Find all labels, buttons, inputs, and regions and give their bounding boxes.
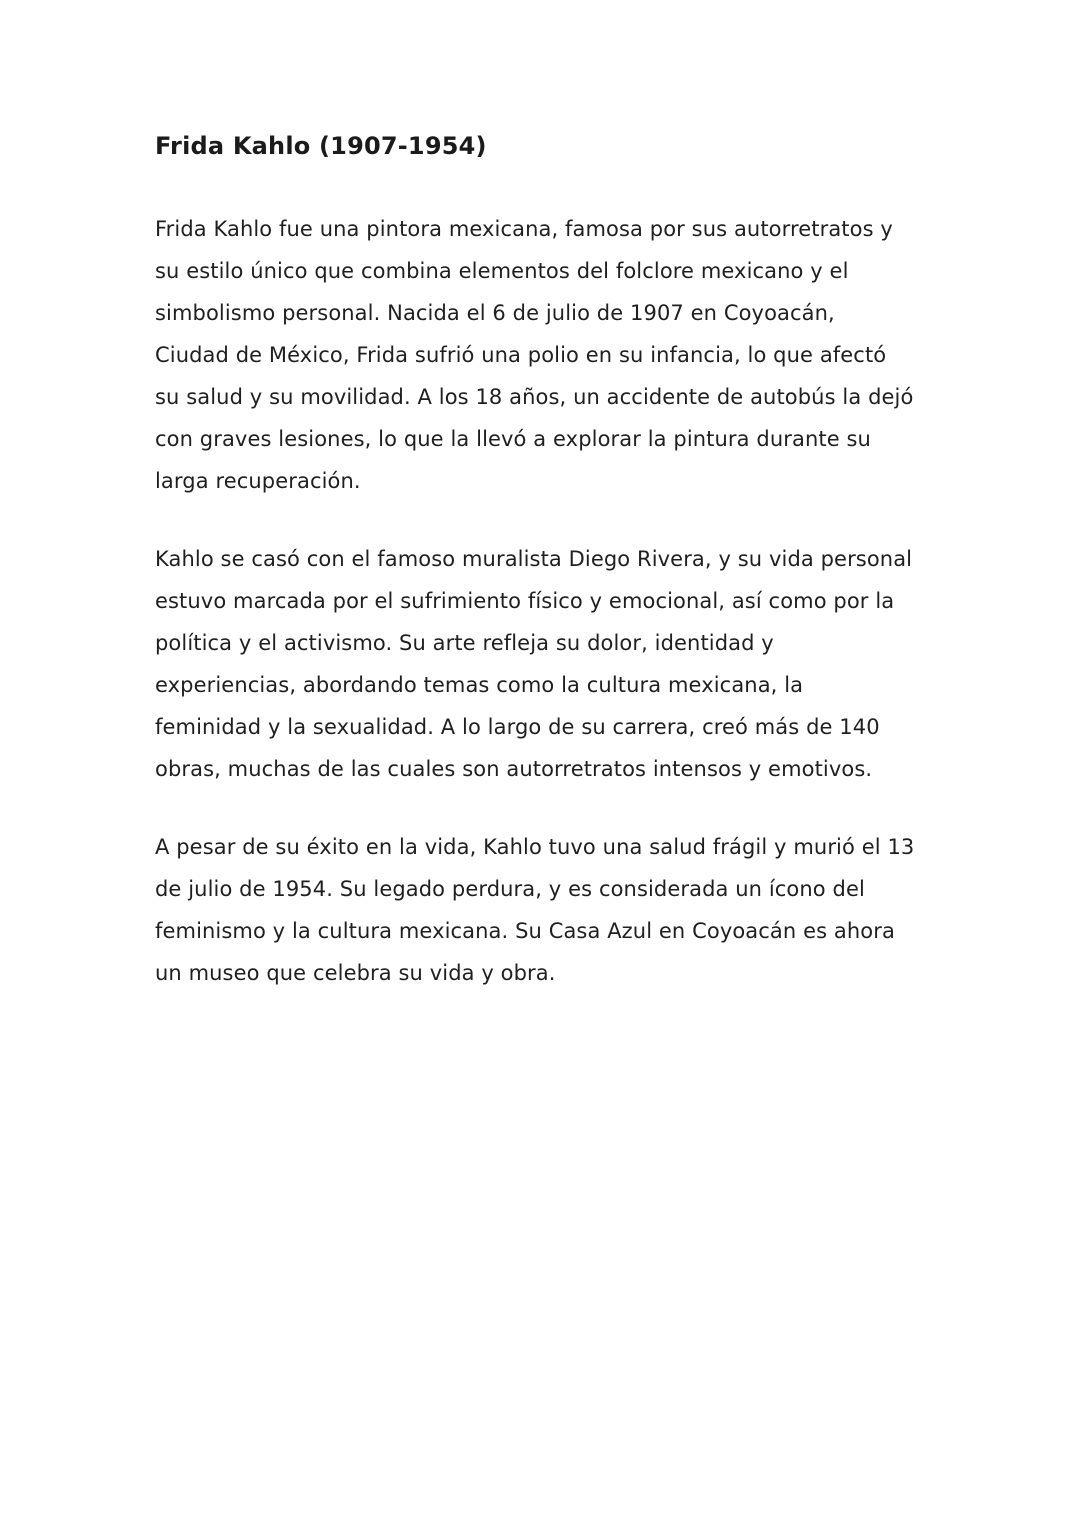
document-heading: Frida Kahlo (1907-1954)	[155, 132, 487, 160]
paragraph-biography-legacy: A pesar de su éxito en la vida, Kahlo tuvo una salud frágil y murió el 13 de julio de 1954. Su legado perdura, y es considerada un ícono del feminismo y la cultura mexicana. Su Casa Azul en Coyoacán es ahora un museo que celebra su vida y obra.	[155, 835, 915, 986]
paragraph-biography-career: Kahlo se casó con el famoso muralista Diego Rivera, y su vida personal estuvo marcada por el sufrimiento físico y emocional, así como por la política y el activismo. Su arte refleja su dolor, identidad y experiencias, abordando temas como la cultura mexicana, la feminidad y la sexualidad. A lo largo de su carrera, creó más de 140 obras, muchas de las cuales son autorretratos intensos y emotivos.	[155, 547, 913, 782]
paragraph-biography-intro: Frida Kahlo fue una pintora mexicana, famosa por sus autorretratos y su estilo único que combina elementos del folclore mexicano y el simbolismo personal. Nacida el 6 de julio de 1907 en Coyoacán, Ciudad de México, Frida sufrió una polio en su infancia, lo que afectó su salud y su movilidad. A los 18 años, un accidente de autobús la dejó con graves lesiones, lo que la llevó a explorar la pintura durante su larga recuperación.	[155, 217, 914, 494]
